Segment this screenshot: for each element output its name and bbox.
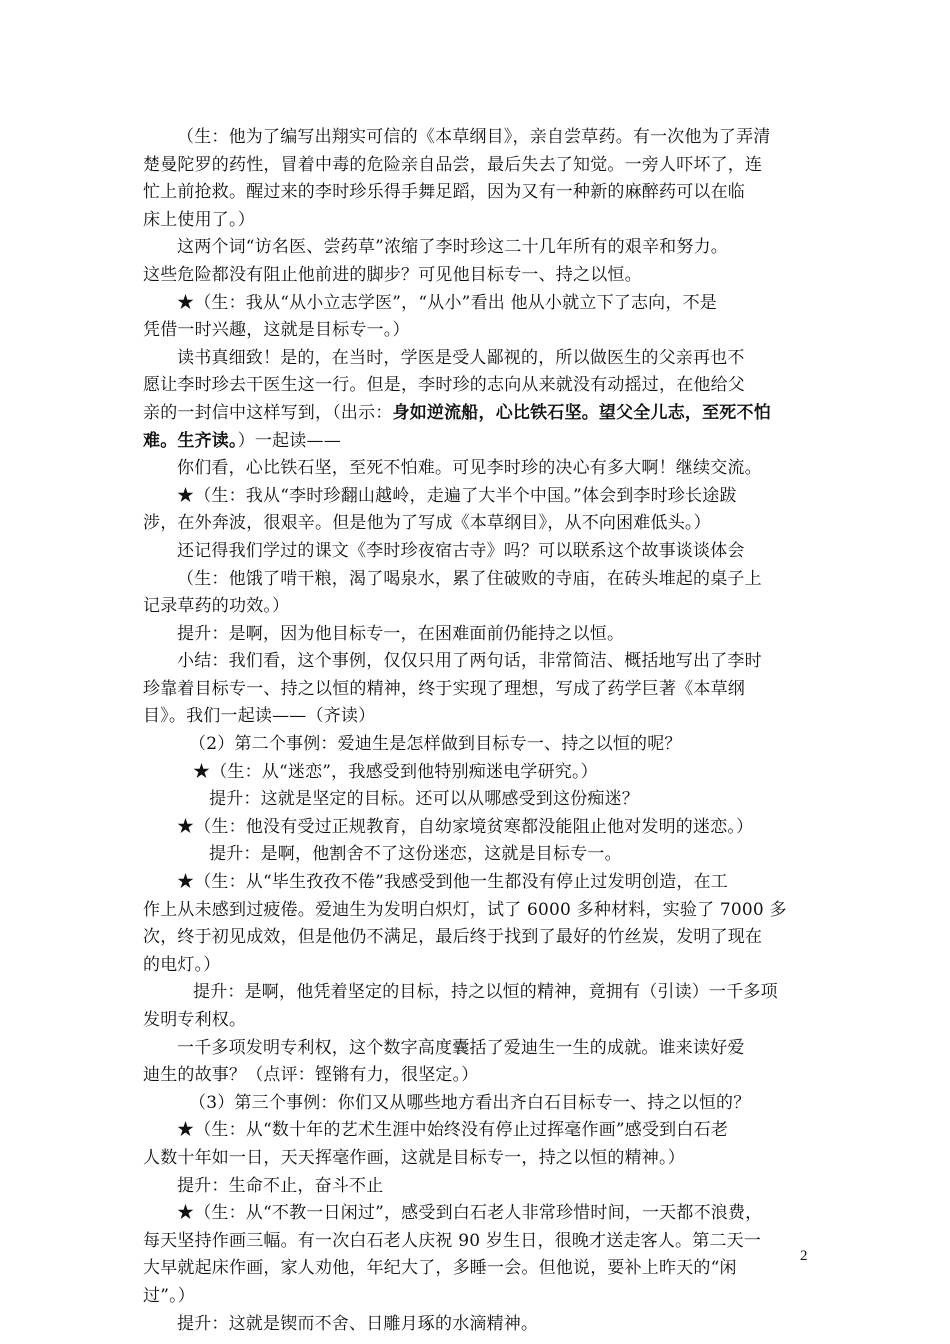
text-line: 忙上前抢救。醒过来的李时珍乐得手舞足蹈，因为又有一种新的麻醉药可以在临 <box>143 182 745 203</box>
text-line: 人数十年如一日，天天挥毫作画，这就是目标专一，持之以恒的精神。） <box>143 1147 685 1168</box>
text-line: 一千多项发明专利权，这个数字高度囊括了爱迪生一生的成就。谁来读好爱 <box>177 1037 745 1058</box>
text-line: 提升：这就是坚定的目标。还可以从哪感受到这份痴迷？ <box>209 789 639 810</box>
text-line: 愿让李时珍去干医生这一行。但是，李时珍的志向从来就没有动摇过，在他给父 <box>143 375 745 396</box>
text-line: 目》。我们一起读——（齐读） <box>143 706 376 727</box>
text-line: ★（生：从“数十年的艺术生涯中始终没有停止过挥毫作画”感受到白石老 <box>177 1120 728 1141</box>
text-line: 记录草药的功效。） <box>143 596 290 617</box>
text-line: 读书真细致！是的，在当时，学医是受人鄙视的，所以做医生的父亲再也不 <box>177 347 745 368</box>
text-line <box>143 428 823 456</box>
text-line: （3）第三个事例：你们又从哪些地方看出齐白石目标专一、持之以恒的？ <box>189 1092 751 1113</box>
text-line: （生：他饿了啃干粮，渴了喝泉水，累了住破败的寺庙，在砖头堆起的桌子上 <box>177 568 762 589</box>
text-line: 提升：生命不止，奋斗不止 <box>177 1175 384 1196</box>
text-line: 这两个词“访名医、尝药草”浓缩了李时珍这二十几年所有的艰辛和努力。 <box>177 237 728 258</box>
text-line: 提升：是啊，因为他目标专一，在困难面前仍能持之以恒。 <box>177 623 625 644</box>
text-line: ★（生：从“不教一日闲过”，感受到白石老人非常珍惜时间，一天都不浪费， <box>177 1203 763 1224</box>
text-line: ★（生：他没有受过正规教育，自幼家境贫寒都没能阻止他对发明的迷恋。） <box>177 816 754 837</box>
text-line: ★（生：从“毕生孜孜不倦”我感受到他一生都没有停止过发明创造，在工 <box>177 872 728 893</box>
text-segment: ）一起读—— <box>237 430 341 451</box>
body-text <box>143 124 823 1338</box>
text-line: 发明专利权。 <box>143 1010 247 1030</box>
text-line: 还记得我们学过的课文《李时珍夜宿古寺》吗？可以联系这个故事谈谈体会 <box>177 540 745 561</box>
text-line: 提升：是啊，他割舍不了这份迷恋，这就是目标专一。 <box>209 844 622 865</box>
page-number: 2 <box>800 1248 808 1264</box>
text-line: 涉，在外奔波，很艰辛。但是他为了写成《本草纲目》，从不向困难低头。） <box>143 513 711 534</box>
text-line: （2）第二个事例：爱迪生是怎样做到目标专一、持之以恒的呢？ <box>189 734 682 755</box>
text-line: 每天坚持作画三幅。有一次白石老人庆祝 90 岁生日，很晚才送走客人。第二天一 <box>143 1230 762 1251</box>
text-line: 小结：我们看，这个事例，仅仅只用了两句话，非常简洁、概括地写出了李时 <box>177 651 762 672</box>
text-line: 珍靠着目标专一、持之以恒的精神，终于实现了理想，写成了药学巨著《本草纲 <box>143 678 745 699</box>
text-line: 次，终于初见成效，但是他仍不满足，最后终于找到了最好的竹丝炭，发明了现在 <box>143 927 763 948</box>
quoted-letter-bold: 难。生齐读。 <box>143 430 238 451</box>
text-line <box>143 400 823 428</box>
text-line: 床上使用了。） <box>143 209 255 230</box>
text-line: 提升：是啊，他凭着坚定的目标，持之以恒的精神，竟拥有（引读）一千多项 <box>193 982 778 1003</box>
quoted-letter-bold: 身如逆流船，心比铁石坚。望父全儿志，至死不怕 <box>392 402 771 423</box>
text-line: 大早就起床作画，家人劝他，年纪大了，多睡一会。但他说，要补上昨天的“闲 <box>143 1258 737 1279</box>
text-line: ★（生：我从“从小立志学医”，“从小”看出 他从小就立下了志向，不是 <box>177 292 717 313</box>
text-line: 你们看，心比铁石坚，至死不怕难。可见李时珍的决心有多大啊！继续交流。 <box>177 458 762 479</box>
text-line: 作上从未感到过疲倦。爱迪生为发明白炽灯，试了 6000 多种材料，实验了 7000 多 <box>143 899 787 920</box>
text-line: （生：他为了编写出翔实可信的《本草纲目》，亲自尝草药。有一次他为了弄清 <box>177 127 771 147</box>
text-line: 楚曼陀罗的药性，冒着中毒的危险亲自品尝，最后失去了知觉。一旁人吓坏了，连 <box>143 154 763 175</box>
text-line: 迪生的故事？（点评：铿锵有力，很坚定。） <box>143 1065 479 1086</box>
text-line: 这些危险都没有阻止他前进的脚步？可见他目标专一、持之以恒。 <box>143 264 642 285</box>
text-line: 凭借一时兴趣，这就是目标专一。） <box>143 320 410 341</box>
text-segment: 亲的一封信中这样写到，（出示： <box>143 402 393 423</box>
text-line: 过”。） <box>143 1285 195 1306</box>
text-line: 的电灯。） <box>143 954 221 975</box>
text-line: ★（生：我从“李时珍翻山越岭，走遍了大半个中国。”体会到李时珍长途跋 <box>177 485 737 506</box>
text-line: ★（生：从“迷恋”，我感受到他特别痴迷电学研究。） <box>193 761 598 782</box>
text-line: 提升：这就是锲而不舍、日雕月琢的水滴精神。 <box>177 1313 539 1334</box>
